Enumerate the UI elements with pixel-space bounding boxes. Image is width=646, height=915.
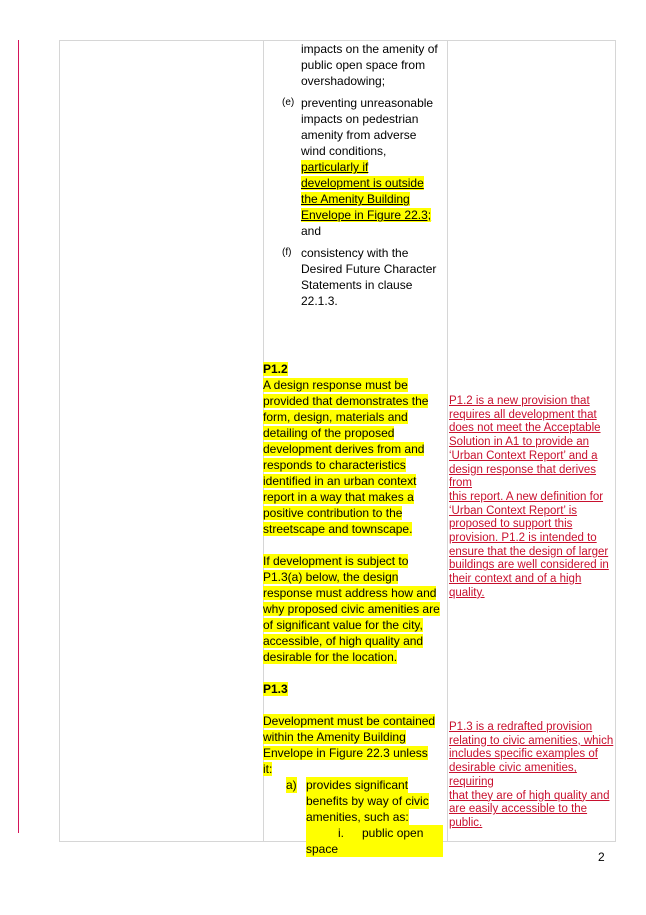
comment-line: their context and of a high quality. [449,573,582,599]
inserted-text: particularly if [301,160,369,174]
item-label: i. [338,826,344,840]
provision-p1-3-item-a [263,777,447,856]
text-line: provides significant [306,778,409,792]
comment-line: that they are of high quality and [449,789,610,802]
text-line: preventing unreasonable [301,96,434,110]
sub-item-i [306,825,443,857]
text-line: Statements in clause [301,278,413,292]
item-label: a) [286,778,297,792]
column-divider-2 [447,41,448,841]
text-line: form, design, materials and [263,410,408,424]
comment-line: design response that derives from [449,463,597,490]
provision-heading: P1.2 [263,362,288,376]
text-line: amenities, such as: [306,810,409,824]
provision-p1-3 [263,681,447,777]
text-line: public open space [306,826,424,856]
provisions-table [59,40,616,856]
comment-line: P1.2 is a new provision that [449,395,590,407]
text-line: report in a way that makes a [263,490,414,504]
comment-line: this report. A new definition for [449,490,604,503]
comment-line: P1.3 is a redrafted provision [449,721,593,733]
text-line: positive contribution to the [263,506,403,520]
clause-d-continuation [301,41,438,89]
text-line: 22.1.3. [301,294,338,308]
comment-line: Solution in A1 to provide an [449,436,590,449]
comment-p1-3 [449,721,615,831]
text-line: public open space from [301,58,426,72]
text-line: Development must be contained [263,714,436,728]
revision-margin-bar [18,40,19,833]
clause-e [301,95,433,239]
text-line: wind conditions, [301,144,387,158]
text-line: it: [263,762,273,776]
text-line: response must address how and [263,586,437,600]
comment-p1-2 [449,395,615,601]
comment-line: desirable civic amenities, requiring [449,762,577,788]
comment-line: does not meet the Acceptable [449,422,601,435]
text-line: and [301,224,322,238]
text-line: If development is subject to [263,554,409,568]
comment-line: proposed to support this [449,518,573,531]
clause-f-label: (f) [282,247,292,258]
text-line: overshadowing; [301,74,386,88]
text-line: detailing of the proposed [263,426,395,440]
comment-line: ensure that the design of larger [449,545,609,558]
text-line: streetscape and townscape. [263,522,413,536]
text-line: Desired Future Character [301,262,437,276]
provision-heading: P1.3 [263,682,288,696]
text-line: amenity from adverse [301,128,417,142]
text-line: within the Amenity Building [263,730,406,744]
text-line: consistency with the [301,246,409,260]
text-line: benefits by way of civic [306,794,429,808]
page-number: 2 [598,850,605,864]
text-line: why proposed civic amenities are [263,602,440,616]
text-line: P1.3(a) below, the design [263,570,399,584]
text-line: impacts on pedestrian [301,112,419,126]
text-line: of significant value for the city, [263,618,423,632]
clause-f [301,245,436,309]
comment-line: are easily accessible to the public. [449,803,588,829]
comment-line: requires all development that [449,408,597,421]
text-line: identified in an urban context [263,474,417,488]
text-line: A design response must be [263,378,408,392]
text-line: Envelope in Figure 22.3 unless [263,746,428,760]
text-line: responds to characteristics [263,458,406,472]
comment-line: buildings are well considered in [449,559,609,572]
text-line: provided that demonstrates the [263,394,429,408]
comment-line: ‘Urban Context Report’ is [449,504,578,517]
text-line: accessible, of high quality and [263,634,424,648]
comment-line: relating to civic amenities, which [449,734,614,747]
inserted-text: development is outside [301,176,424,190]
clause-e-label: (e) [282,97,295,108]
comment-line: includes specific examples of [449,748,598,761]
provision-p1-2 [263,361,447,665]
inserted-text: Envelope in Figure 22.3; [301,208,432,222]
text-line: development derives from and [263,442,425,456]
comment-line: ‘Urban Context Report’ and a [449,449,598,462]
text-line: impacts on the amenity of [301,42,438,56]
inserted-text: the Amenity Building [301,192,410,206]
text-line: desirable for the location. [263,650,398,664]
comment-line: provision. P1.2 is intended to [449,532,597,545]
